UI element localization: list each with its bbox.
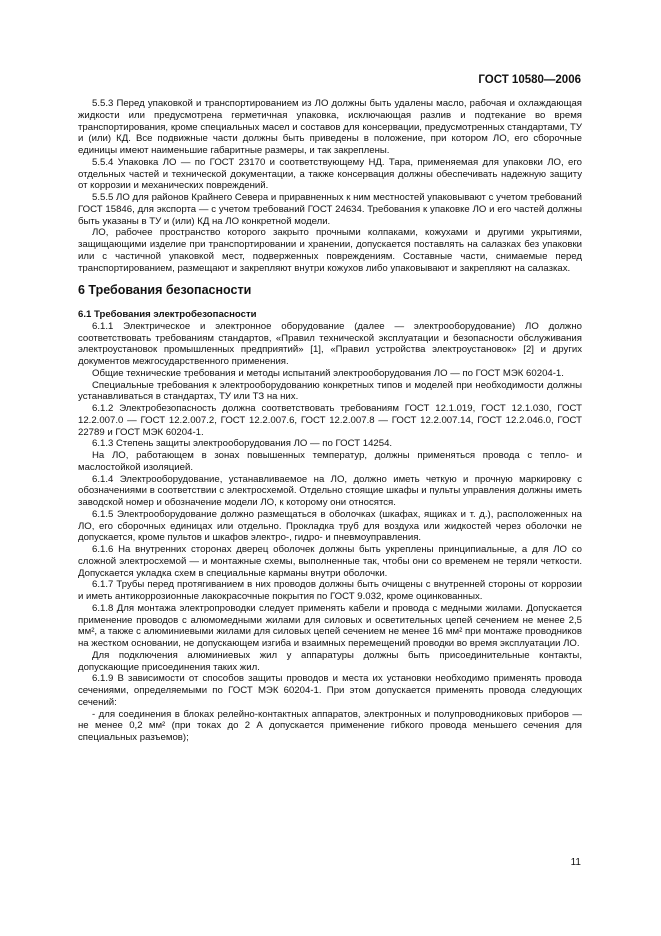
paragraph-6-1-7: 6.1.7 Трубы перед протягиванием в них проводов должны быть очищены с внутренней стороны от коррозии и иметь антикоррозионные лакокрасочные покрытия по ГОСТ 9.032, кроме оцинкованных. bbox=[78, 579, 582, 602]
paragraph-6-1-1: 6.1.1 Электрическое и электронное оборудование (далее — электрооборудование) ЛО должно соответствовать требованиям стандартов, «Правил технической эксплуатации и безопасности обслуживания электроустановок промышленных предприятий» [1], «Правил устройства электроустановок» [2] и других документов межгосударственного применения. bbox=[78, 320, 582, 367]
paragraph-6-1-2: 6.1.2 Электробезопасность должна соответствовать требованиям ГОСТ 12.1.019, ГОСТ 12.1.030, ГОСТ 12.2.007.0 — ГОСТ 12.2.007.2, ГОСТ 12.2.007.6, ГОСТ 12.2.007.8 — ГОСТ 12.2.007.14, ГОСТ 12.2.046.0, ГОСТ 22789 и ГОСТ МЭК 60204-1. bbox=[78, 403, 582, 438]
paragraph-6-1-4: 6.1.4 Электрооборудование, устанавливаемое на ЛО, должно иметь четкую и прочную маркировку с обозначениями в соответствии с электросхемой. Отдельно стоящие шкафы и пульты управления должны иметь заводской номер и обозначение модели ЛО, к которому они относятся. bbox=[78, 473, 582, 508]
section-title-6: 6 Требования безопасности bbox=[78, 283, 252, 298]
subsection-title-6-1: 6.1 Требования электробезопасности bbox=[78, 309, 257, 320]
paragraph-heat-resistant: На ЛО, работающем в зонах повышенных температур, должны применяться провода с тепло- и маслостойкой изоляцией. bbox=[78, 450, 582, 473]
paragraph-general-requirements: Общие технические требования и методы испытаний электрооборудования ЛО — по ГОСТ МЭК 60204-1. bbox=[92, 367, 564, 379]
document-code-header: ГОСТ 10580—2006 bbox=[478, 74, 581, 86]
paragraph-6-1-6: 6.1.6 На внутренних сторонах дверец оболочек должны быть укреплены принципиальные, а для ЛО со сложной электросхемой — и монтажные схемы, выполненные так, чтобы они со временем не теряли четкости. Допускается укладка схем в специальные карманы внутри оболочки. bbox=[78, 544, 582, 579]
paragraph-5-5-3: 5.5.3 Перед упаковкой и транспортированием из ЛО должны быть удалены масло, рабочая и охлаждающая жидкости или предусмотрена герметичная упаковка, исключающая разлив и подтекание во время транспортирования, кроме специальных масел и составов для консервации, предусмотренных стандартами, ТУ и (или) КД. Все подвижные части должны быть приведены в положение, при котором ЛО, его сборочные единицы имеют наименьшие габаритные размеры, и так закреплены. bbox=[78, 98, 582, 156]
paragraph-6-1-5: 6.1.5 Электрооборудование должно размещаться в оболочках (шкафах, ящиках и т. д.), расположенных на ЛО, его сборочных единицах или отдельно. Прокладка труб для воздуха или жидкостей через оболочки не допускается, кроме пультов и шкафов электро-, гидро- и пневмоуправления. bbox=[78, 508, 582, 544]
paragraph-6-1-9: 6.1.9 В зависимости от способов защиты проводов и места их установки необходимо применять провода сечениями, определяемыми по ГОСТ МЭК 60204-1. При этом допускается применять провода следующих сечений: bbox=[78, 673, 582, 708]
paragraph-5-5-5: 5.5.5 ЛО для районов Крайнего Севера и приравненных к ним местностей упаковывают с учетом требований ГОСТ 15846, для экспорта — с учетом требований ГОСТ 24634. Требования к упаковке ЛО и его частей должны быть указаны в ТУ и (или) КД на ЛО конкретной модели. bbox=[78, 192, 582, 227]
page-number: 11 bbox=[570, 857, 581, 868]
paragraph-special-requirements: Специальные требования к электрооборудованию конкретных типов и моделей при необходимости должны устанавливаться в стандартах, ТУ или ТЗ на них. bbox=[78, 379, 582, 403]
paragraph-packaging-note: ЛО, рабочее пространство которого закрыто прочными колпаками, кожухами и другими укрытиями, защищающими изделие при транспортировании и хранении, допускается поставлять на салазках без упаковки или с частичной упаковкой мест, подверженных повреждениям. Составные части, снимаемые перед транспортированием, размещают и закрепляют внутри кожухов либо упаковывают и закрепляют на салазках. bbox=[78, 227, 582, 274]
paragraph-6-1-3: 6.1.3 Степень защиты электрооборудования ЛО — по ГОСТ 14254. bbox=[92, 438, 393, 450]
paragraph-6-1-8: 6.1.8 Для монтажа электропроводки следует применять кабели и провода с медными жилами. Допускается применение проводов с алюмомедными жилами для силовых и осветительных цепей сечением не менее 2,5 мм², а также с алюминиевыми жилами для силовых цепей сечением не менее 16 мм² при монтаже проводников на жестком основании, не допускающем изгиба и взаимных перемещений проводки во время эксплуатации ЛО. bbox=[78, 602, 582, 649]
paragraph-aluminium-contacts: Для подключения алюминиевых жил у аппаратуры должны быть присоединительные контакты, допускающие присоединения таких жил. bbox=[78, 649, 582, 673]
document-body bbox=[78, 98, 582, 744]
list-item-relay-blocks: - для соединения в блоках релейно-контактных аппаратов, электронных и полупроводниковых приборов — не менее 0,2 мм² (при токах до 2 А допускается применение гибкого провода меньшего сечения для специальных разъемов); bbox=[78, 708, 582, 743]
paragraph-5-5-4: 5.5.4 Упаковка ЛО — по ГОСТ 23170 и соответствующему НД. Тара, применяемая для упаковки ЛО, его отдельных частей и технической документации, а также консервация должны обеспечивать надежную защиту от коррозии и механических повреждений. bbox=[78, 156, 582, 192]
